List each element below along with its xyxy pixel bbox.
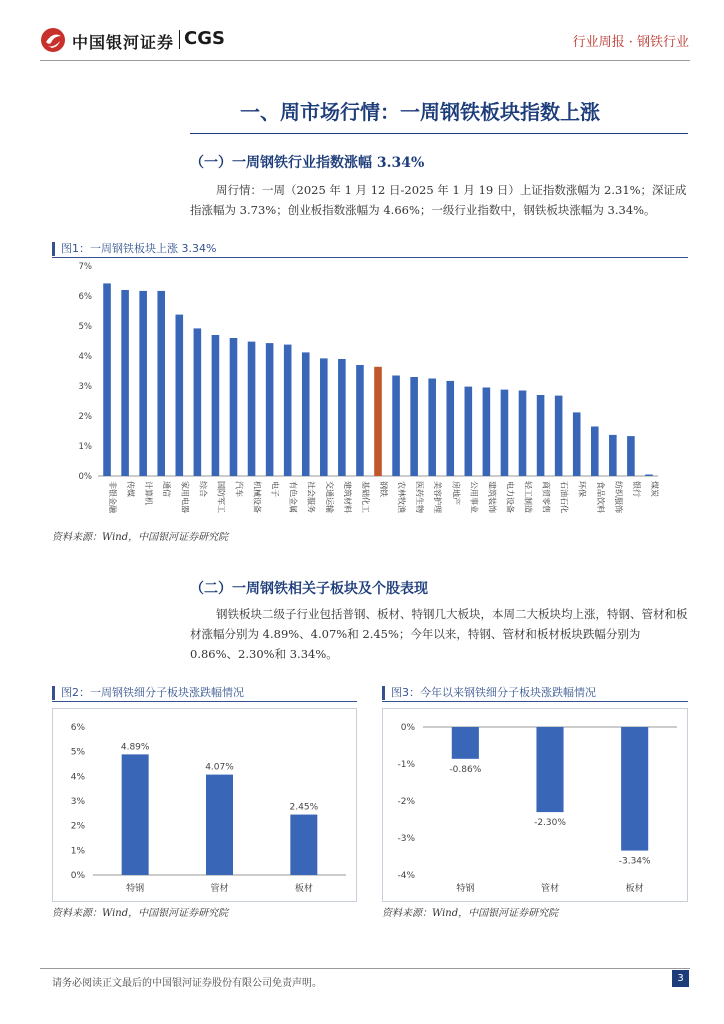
bar [465, 387, 473, 476]
category-label: 钢铁 [379, 481, 388, 497]
bar [573, 412, 581, 476]
cgs-logo-icon [40, 27, 66, 53]
fig3-title: 图3：今年以来钢铁细分子板块涨跌幅情况 [382, 686, 596, 700]
category-label: 机械设备 [252, 481, 262, 513]
category-label: 板材 [294, 884, 313, 894]
category-label: 综合 [198, 481, 208, 497]
bar [627, 436, 635, 476]
bar [609, 435, 617, 476]
category-label: 建筑装饰 [487, 481, 497, 513]
fig2-rule [52, 701, 357, 702]
bar [410, 377, 418, 476]
category-label: 建筑材料 [342, 481, 352, 513]
bar [121, 290, 129, 476]
category-label: 煤炭 [649, 481, 659, 497]
bar [320, 358, 328, 476]
y-tick-label: 4% [70, 772, 85, 783]
footer-disclaimer: 请务必阅读正文最后的中国银河证券股份有限公司免责声明。 [52, 978, 322, 989]
fig1-title: 图1：一周钢铁板块上涨 3.34% [52, 242, 216, 256]
bar [194, 328, 202, 476]
subsection-1-text: 周行情：一周（2025 年 1 月 12 日-2025 年 1 月 19 日）上证指数涨幅为 2.31%；深证成指涨幅为 3.73%；创业板指数涨幅为 4.66%；一级行业指数中，钢铁板块涨幅为 3.34%。 [190, 183, 687, 217]
bar [452, 727, 479, 759]
category-label: 环保 [577, 481, 587, 497]
y-tick-label: 0% [400, 723, 415, 733]
bar [374, 367, 382, 476]
bar [555, 396, 563, 476]
category-label: 有色金属 [288, 481, 298, 513]
category-label: 国防军工 [216, 481, 226, 513]
page-number: 3 [672, 970, 689, 987]
category-label: 家用电器 [180, 481, 190, 513]
category-label: 传媒 [126, 481, 136, 497]
header-divider [40, 60, 690, 61]
section-divider [190, 133, 688, 134]
bar [428, 379, 436, 477]
y-tick-label: -3% [397, 834, 415, 844]
bar [356, 365, 364, 476]
data-label: -0.86% [449, 764, 482, 775]
y-tick-label: -4% [397, 871, 415, 881]
category-label: 房地产 [451, 481, 461, 505]
bar [591, 427, 599, 477]
y-tick-label: 3% [70, 797, 85, 807]
category-label: 汽车 [234, 481, 244, 497]
category-label: 交通运输 [324, 481, 334, 513]
category-label: 食品饮料 [595, 481, 605, 513]
data-label: -3.34% [618, 856, 651, 867]
y-tick-label: 6% [78, 292, 92, 302]
subsection-1-title: （一）一周钢铁行业指数涨幅 3.34% [190, 155, 425, 171]
category-label: 板材 [625, 884, 644, 894]
category-label: 公用事业 [469, 481, 479, 513]
subsection-2-text: 钢铁板块二级子行业包括普钢、板材、特钢几大板块，本周二大板块均上涨，特钢、管材和板材涨幅分别为 4.89%、4.07%和 2.45%；今年以来，特钢、管材和板材板块跌幅分别为 0.86%、2.30%和 3.34%。 [190, 607, 688, 661]
bar [212, 335, 220, 476]
y-tick-label: 1% [78, 442, 92, 452]
report-tag: 行业周报 · 钢铁行业 [572, 35, 689, 50]
y-tick-label: 6% [70, 723, 85, 733]
category-label: 通信 [162, 481, 172, 497]
y-tick-label: 0% [70, 871, 85, 881]
category-label: 管材 [210, 884, 229, 894]
logo-text-en: CGS [184, 28, 225, 49]
y-tick-label: 2% [78, 412, 92, 422]
category-label: 医药生物 [415, 481, 425, 513]
y-tick-label: 0% [78, 472, 92, 482]
y-tick-label: 1% [70, 846, 85, 857]
bar [519, 391, 527, 477]
category-label: 电力设备 [505, 481, 515, 513]
category-label: 银行 [631, 481, 641, 497]
y-tick-label: 3% [78, 382, 92, 392]
fig1-chart [52, 258, 688, 526]
category-label: 社会服务 [306, 481, 316, 513]
bar [501, 390, 509, 476]
data-label: 2.45% [289, 802, 319, 813]
bar [302, 352, 310, 476]
footer-divider [40, 968, 690, 969]
bar [139, 291, 147, 476]
bar [537, 395, 545, 476]
y-tick-label: -1% [397, 760, 415, 770]
bar [338, 359, 346, 476]
data-label: 4.89% [120, 742, 150, 753]
category-label: 基础化工 [360, 481, 370, 513]
bar [446, 381, 454, 476]
category-label: 管材 [540, 884, 560, 894]
category-label: 特钢 [126, 884, 145, 894]
data-label: 4.07% [205, 762, 234, 773]
y-tick-label: 2% [70, 821, 85, 832]
bar [483, 388, 491, 477]
category-label: 轻工制造 [523, 481, 533, 513]
y-tick-label: -2% [397, 797, 415, 807]
y-tick-label: 4% [78, 352, 92, 362]
logo-separator [179, 30, 180, 49]
category-label: 石油石化 [559, 481, 569, 513]
category-label: 特钢 [456, 884, 475, 894]
bar [266, 343, 274, 476]
bar [645, 475, 653, 477]
bar [157, 291, 165, 476]
bar [206, 775, 233, 875]
fig3-chart [382, 708, 688, 902]
fig3-rule [382, 701, 688, 702]
bar [284, 345, 292, 476]
fig1-source: 资料来源：Wind，中国银河证券研究院 [52, 532, 229, 543]
section-title: 一、周市场行情：一周钢铁板块指数上涨 [240, 100, 600, 124]
category-label: 美容护理 [433, 481, 443, 513]
y-tick-label: 5% [70, 747, 85, 758]
category-label: 商贸零售 [541, 481, 551, 513]
category-label: 非银金融 [108, 481, 118, 513]
fig3-source: 资料来源：Wind，中国银河证券研究院 [382, 908, 559, 919]
y-tick-label: 5% [78, 322, 92, 332]
fig2-chart [52, 708, 357, 902]
logo-text-cn: 中国银河证券 [72, 33, 175, 52]
bar [621, 727, 648, 851]
subsection-2-title: （二）一周钢铁相关子板块及个股表现 [190, 581, 428, 597]
bar [175, 315, 183, 476]
category-label: 电子 [270, 481, 280, 497]
bar [230, 338, 238, 476]
category-label: 纺织服饰 [613, 481, 623, 513]
bar [248, 342, 256, 476]
category-label: 计算机 [144, 481, 154, 505]
bar [536, 727, 563, 812]
bar [122, 754, 149, 875]
y-tick-label: 7% [78, 262, 92, 272]
bar [290, 815, 317, 875]
bar [103, 283, 111, 476]
fig2-source: 资料来源：Wind，中国银河证券研究院 [52, 908, 229, 919]
data-label: -2.30% [534, 818, 566, 829]
bar [392, 376, 400, 477]
fig2-title: 图2：一周钢铁细分子板块涨跌幅情况 [52, 686, 244, 700]
category-label: 农林牧渔 [397, 481, 407, 513]
